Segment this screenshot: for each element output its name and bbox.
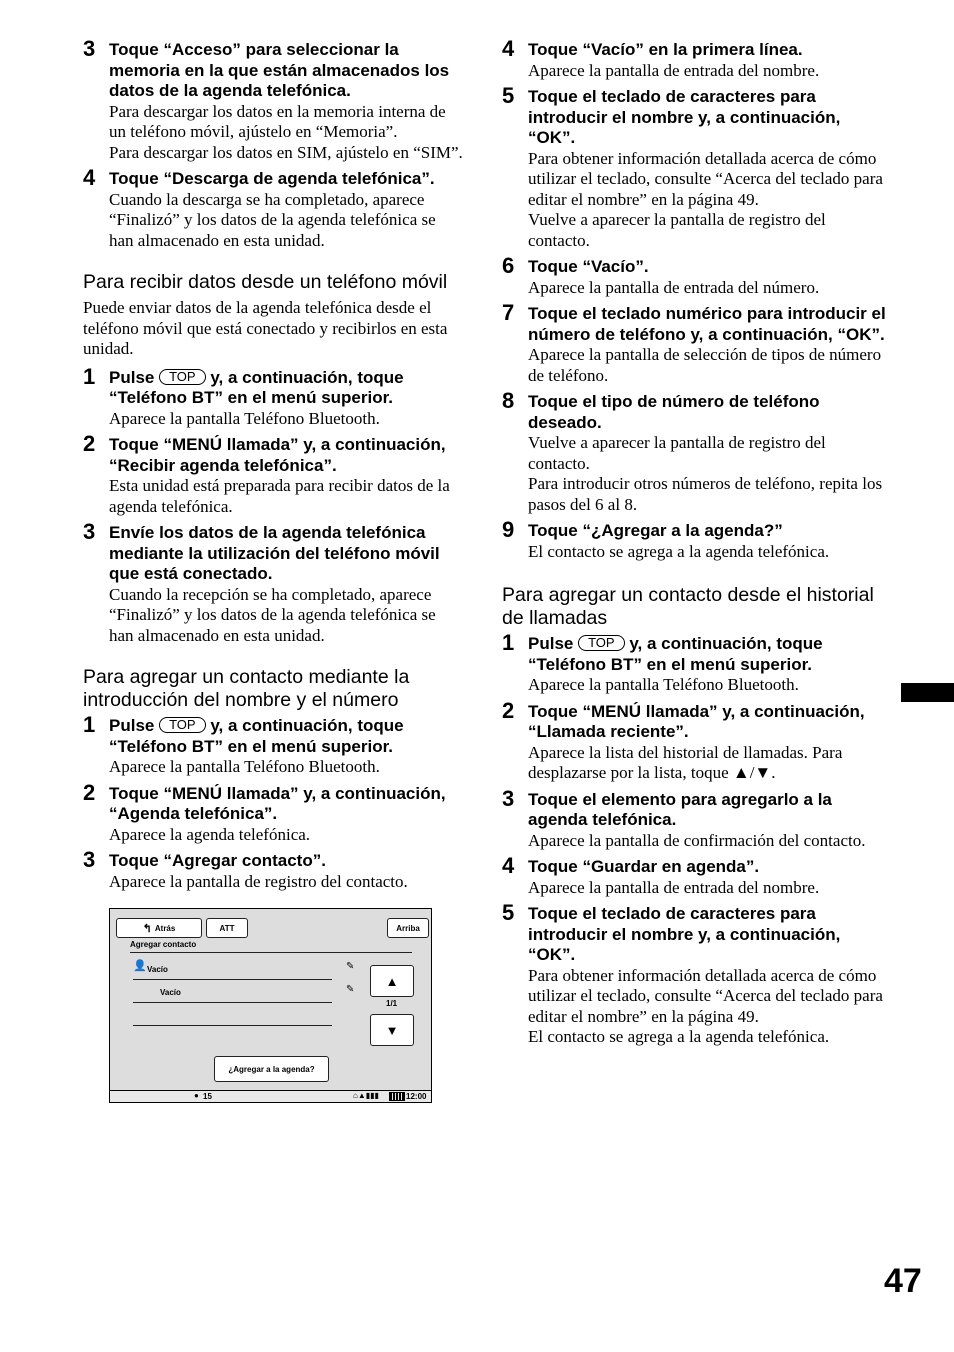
step [83, 165, 463, 251]
step-instruction: Toque el teclado numérico para introducir el número de teléfono y, a continuación, “OK”. [528, 304, 886, 344]
step-body-paragraph: Para introducir otros números de teléfono, repita los pasos del 6 al 8. [528, 474, 883, 514]
step [83, 36, 463, 163]
number-field[interactable]: Vacío [160, 988, 181, 997]
pencil-icon[interactable]: ✎ [346, 961, 355, 972]
step-instruction: Toque “Guardar en agenda”. [528, 857, 760, 876]
step-body-paragraph: Aparece la lista del historial de llamadas. Para desplazarse por la lista, toque ▲/▼. [528, 742, 843, 782]
step-number: 5 [502, 900, 515, 925]
step-body [528, 743, 887, 784]
step-instruction: Toque el tipo de número de teléfono deseado. [528, 392, 820, 432]
pencil-icon[interactable]: ✎ [346, 984, 355, 995]
step-body-paragraph: Para obtener información detallada acerca de cómo utilizar el teclado, consulte “Acerca del teclado para editar el nombre” en la página 49. [528, 965, 883, 1026]
step-instruction: Toque “Descarga de agenda telefónica”. [109, 169, 435, 188]
step [83, 847, 463, 892]
status-time: 12:00 [406, 1092, 427, 1101]
step-number: 3 [502, 785, 515, 811]
step-body [528, 345, 887, 386]
step-body [528, 878, 887, 899]
divider [130, 952, 412, 953]
step-body [528, 831, 887, 852]
message-icon: ● [194, 1091, 199, 1100]
signal-icon: ⌂▲▮▮▮ [353, 1091, 379, 1100]
page-number: 47 [884, 1262, 922, 1300]
step-body-paragraph: El contacto se agrega a la agenda telefónica. [528, 541, 830, 561]
step-instruction: Toque “MENÚ llamada” y, a continuación, “Agenda telefónica”. [109, 783, 446, 823]
step [502, 785, 887, 852]
step-number: 2 [83, 431, 96, 456]
step-body [528, 542, 887, 563]
page-indicator: 1/1 [386, 999, 398, 1008]
step-body [528, 61, 887, 82]
step [502, 253, 887, 298]
step [83, 431, 463, 517]
step-body [528, 278, 887, 299]
scroll-up-button[interactable] [370, 965, 414, 997]
step-body: Aparece la pantalla Teléfono Bluetooth. [528, 675, 799, 694]
step-body-paragraph: Cuando la recepción se ha completado, aparece “Finalizó” y los datos de la agenda telefónica se han almacenado en esta unidad. [109, 584, 436, 645]
att-button[interactable]: ATT [206, 918, 248, 938]
step [502, 36, 887, 81]
step-body [109, 585, 463, 647]
step-body [528, 149, 887, 252]
step-number: 7 [502, 300, 515, 325]
step [502, 300, 887, 386]
step-body [109, 476, 463, 517]
divider [133, 1002, 332, 1003]
recv-step-1: 1 Pulse TOP y, a continuación, toque “Teléfono BT” en el menú superior. Aparece la pantalla Teléfono Bluetooth. [83, 368, 463, 430]
screen-illustration [109, 908, 432, 1103]
step-instruction: Toque “Vacío”. [528, 257, 649, 276]
step-number: 8 [502, 388, 515, 413]
step-instruction: Toque “Acceso” para seleccionar la memoria en la que están almacenados los datos de la agenda telefónica. [109, 40, 450, 100]
step-instruction: Toque “MENÚ llamada” y, a continuación, “Recibir agenda telefónica”. [109, 435, 446, 475]
step-number: 5 [502, 83, 515, 108]
triangle-up-icon: ▲ [385, 973, 399, 989]
step [502, 388, 887, 515]
step-number: 2 [83, 779, 96, 805]
step-body-paragraph: Aparece la pantalla de confirmación del contacto. [528, 830, 866, 850]
right-steps [502, 36, 887, 562]
step-body [109, 190, 463, 252]
step [502, 83, 887, 251]
message-count: 15 [203, 1092, 212, 1101]
step-body [109, 825, 463, 846]
top-key-icon: TOP [159, 369, 206, 385]
hist-step-1: 1 Pulse TOP y, a continuación, toque “Teléfono BT” en el menú superior. Aparece la pantalla Teléfono Bluetooth. [502, 634, 887, 696]
step [83, 519, 463, 646]
step-instruction: Envíe los datos de la agenda telefónica mediante la utilización del teléfono móvil que está conectado. [109, 523, 440, 583]
step-number: 3 [83, 36, 96, 61]
top-key-icon: TOP [159, 717, 206, 733]
section-tab-marker [901, 683, 954, 702]
step-body-paragraph: Vuelve a aparecer la pantalla de registro del contacto. [528, 210, 826, 250]
step-body-paragraph: El contacto se agrega a la agenda telefónica. [528, 1027, 830, 1046]
step-instruction: Toque “MENÚ llamada” y, a continuación, “Llamada reciente”. [528, 701, 865, 741]
add-step-1: 1 Pulse TOP y, a continuación, toque “Teléfono BT” en el menú superior. Aparece la pantalla Teléfono Bluetooth. [83, 716, 463, 778]
step-body-paragraph: Para descargar los datos en SIM, ajústelo en “SIM”. [109, 142, 463, 162]
step-body-paragraph: Para obtener información detallada acerca de cómo utilizar el teclado, consulte “Acerca del teclado para editar el nombre” en la página 49. [528, 148, 883, 209]
step-body-paragraph: Aparece la pantalla de entrada del nombre. [528, 877, 820, 897]
step-body-paragraph: Para descargar los datos en la memoria interna de un teléfono móvil, ajústelo en “Memoria”. [109, 101, 446, 141]
step [502, 697, 887, 784]
recv-heading: Para recibir datos desde un teléfono móvil [83, 271, 448, 293]
divider [133, 1025, 332, 1026]
hist-heading: Para agregar un contacto desde el historial de llamadas [502, 584, 874, 629]
step-instruction: Toque “Agregar contacto”. [109, 851, 326, 870]
add-to-phonebook-button[interactable]: ¿Agregar a la agenda? [214, 1056, 329, 1082]
step-number: 9 [502, 517, 515, 542]
step-body-paragraph: Cuando la descarga se ha completado, aparece “Finalizó” y los datos de la agenda telefónica se han almacenado en esta unidad. [109, 189, 436, 250]
step-body [109, 102, 463, 164]
step-number: 4 [502, 853, 515, 878]
step-instruction: Toque “Vacío” en la primera línea. [528, 40, 803, 59]
status-bar [110, 1090, 431, 1102]
recv-steps [83, 431, 463, 646]
step-body-paragraph: Aparece la pantalla de registro del contacto. [109, 871, 408, 891]
back-button[interactable]: ↰ Atrás [116, 918, 202, 938]
step-body [109, 872, 463, 893]
add-heading: Para agregar un contacto mediante la introducción del nombre y el número [83, 666, 410, 711]
step-instruction: Toque el teclado de caracteres para introducir el nombre y, a continuación, “OK”. [528, 904, 841, 964]
divider [133, 979, 332, 980]
step-number: 6 [502, 253, 515, 278]
step [502, 853, 887, 898]
step-number: 1 [83, 712, 96, 737]
screen-title: Agregar contacto [130, 940, 197, 949]
step-number: 1 [502, 630, 515, 655]
step-number: 3 [83, 847, 96, 872]
step-body [528, 433, 887, 515]
scroll-down-button[interactable] [370, 1014, 414, 1046]
step-instruction: Toque el elemento para agregarlo a la agenda telefónica. [528, 789, 832, 829]
step-instruction: Toque el teclado de caracteres para introducir el nombre y, a continuación, “OK”. [528, 87, 841, 147]
step-instruction: Toque “¿Agregar a la agenda?” [528, 521, 783, 540]
step-number: 3 [83, 519, 96, 544]
step [502, 900, 887, 1048]
person-icon: 👤 [133, 960, 147, 972]
top-button[interactable]: Arriba [387, 918, 429, 938]
step-number: 4 [83, 165, 96, 190]
step-number: 4 [502, 36, 515, 61]
left-column [83, 36, 463, 1103]
step-body-paragraph: Aparece la pantalla de selección de tipos de número de teléfono. [528, 345, 882, 385]
step-body [528, 966, 887, 1048]
triangle-down-icon: ▼ [385, 1022, 399, 1038]
step-number: 1 [83, 363, 96, 389]
battery-icon [389, 1092, 405, 1101]
step-body-paragraph: Esta unidad está preparada para recibir datos de la agenda telefónica. [109, 476, 450, 516]
recv-intro: Puede enviar datos de la agenda telefónica desde el teléfono móvil que está conectado y recibirlos en esta unidad. [83, 298, 448, 358]
add-steps [83, 779, 463, 893]
hist-steps [502, 697, 887, 1048]
step-number: 2 [502, 697, 515, 723]
step [83, 779, 463, 846]
left-intro-steps [83, 36, 463, 251]
step-body-paragraph: Aparece la pantalla de entrada del nombre. [528, 60, 820, 80]
step-body-paragraph: Aparece la pantalla de entrada del número. [528, 277, 820, 297]
step-body-paragraph: Aparece la agenda telefónica. [109, 824, 311, 844]
name-field[interactable]: Vacío [147, 965, 168, 974]
step-body: Aparece la pantalla Teléfono Bluetooth. [109, 757, 380, 776]
back-arrow-icon: ↰ [142, 922, 152, 935]
right-column [502, 36, 887, 1054]
step-body: Aparece la pantalla Teléfono Bluetooth. [109, 408, 380, 428]
step-body-paragraph: Vuelve a aparecer la pantalla de registro del contacto. [528, 433, 826, 473]
step [502, 517, 887, 562]
top-key-icon: TOP [578, 635, 625, 651]
